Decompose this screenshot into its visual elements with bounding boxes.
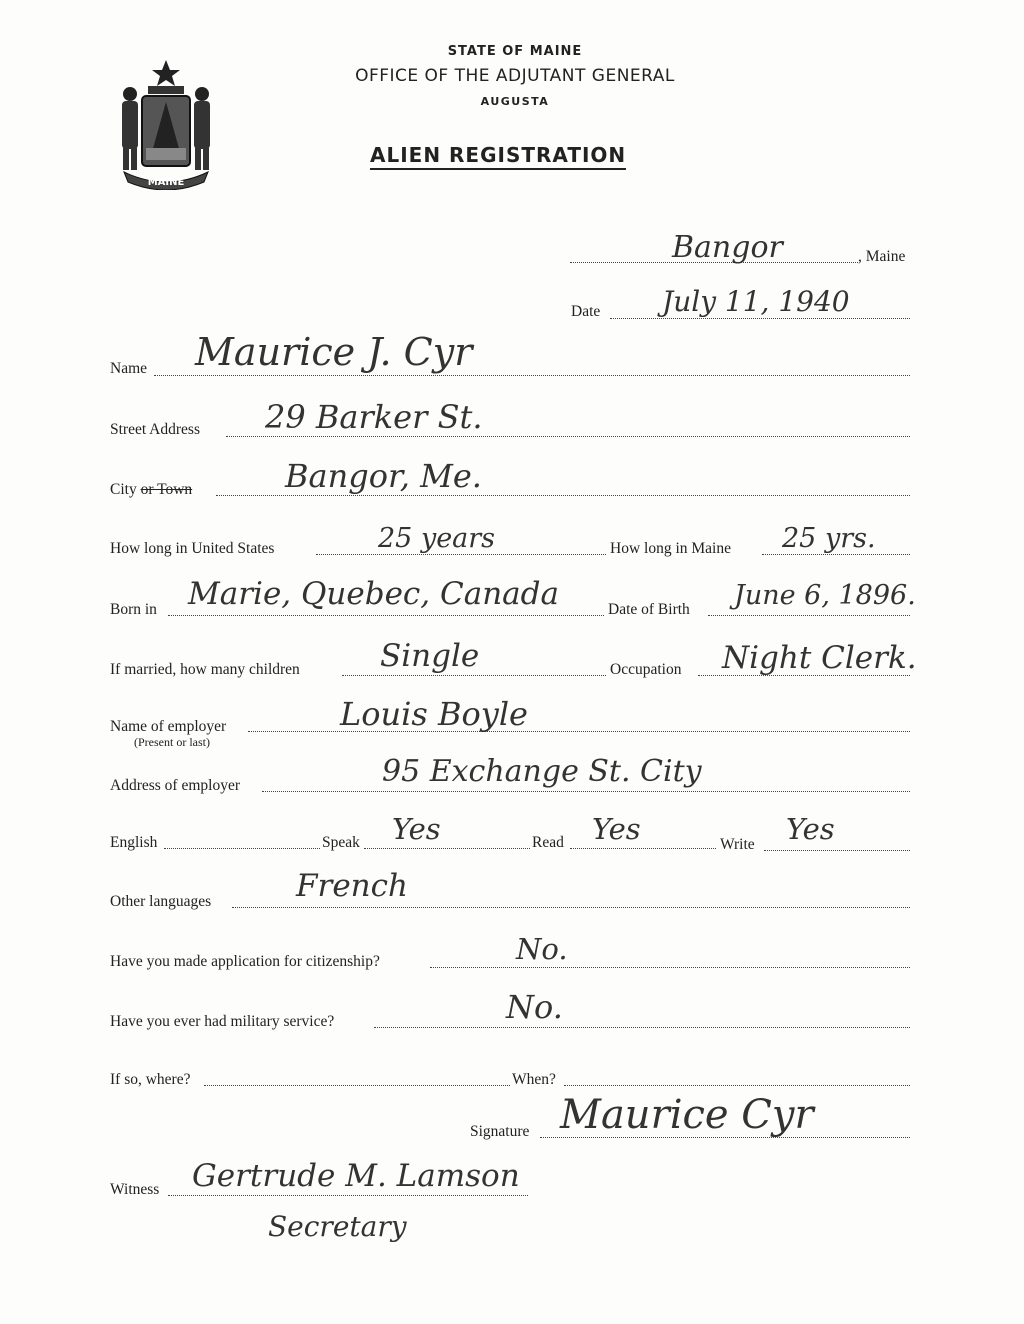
us-time-label: How long in United States: [110, 540, 275, 557]
employer-note: (Present or last): [134, 735, 210, 749]
name-line: [154, 375, 910, 376]
other-lang-line: [232, 907, 910, 908]
maine-label: , Maine: [858, 248, 906, 265]
write-line: [764, 850, 910, 851]
speak-label: Speak: [322, 834, 360, 851]
where-line: [204, 1085, 510, 1086]
occupation-value: Night Clerk.: [722, 640, 917, 676]
header-office: OFFICE OF THE ADJUTANT GENERAL: [355, 66, 675, 86]
citizenship-label: Have you made application for citizenship?: [110, 953, 380, 970]
witness-line: [168, 1195, 528, 1196]
witness-label: Witness: [110, 1181, 160, 1198]
street-label: Street Address: [110, 421, 200, 438]
name-label: Name: [110, 360, 148, 377]
employer-address-line: [262, 791, 910, 792]
military-line: [374, 1027, 910, 1028]
read-label: Read: [532, 834, 564, 851]
read-line: [570, 848, 716, 849]
form-title: ALIEN REGISTRATION: [370, 143, 626, 170]
married-line: [342, 675, 606, 676]
street-value: 29 Barker St.: [265, 398, 483, 436]
citizenship-value: No.: [516, 932, 568, 966]
born-label: Born in: [110, 601, 157, 618]
employer-value: Louis Boyle: [340, 695, 528, 733]
city-value: Bangor, Me.: [285, 457, 482, 495]
speak-value: Yes: [392, 812, 441, 846]
read-value: Yes: [592, 812, 641, 846]
town-value: Bangor: [672, 230, 783, 265]
header-state: STATE OF MAINE: [447, 44, 583, 59]
when-line: [564, 1085, 910, 1086]
english-line: [164, 848, 320, 849]
employer-address-value: 95 Exchange St. City: [382, 754, 702, 789]
date-line: [610, 318, 910, 319]
us-time-line: [316, 554, 606, 555]
occupation-label: Occupation: [610, 661, 682, 678]
military-label: Have you ever had military service?: [110, 1013, 335, 1030]
seal-banner-text: MAINE: [147, 177, 185, 188]
city-label: [110, 481, 192, 499]
header-city: AUGUSTA: [480, 95, 550, 108]
maine-time-label: How long in Maine: [610, 540, 731, 557]
married-label: If married, how many children: [110, 661, 300, 678]
witness-value: Gertrude M. Lamson: [192, 1158, 520, 1194]
maine-time-value: 25 yrs.: [782, 523, 876, 554]
city-label-text: City: [110, 481, 137, 498]
employer-label: Name of employer: [110, 718, 227, 735]
write-value: Yes: [786, 812, 835, 846]
employer-address-label: Address of employer: [110, 777, 240, 794]
maine-time-line: [762, 554, 910, 555]
other-lang-label: Other languages: [110, 893, 212, 910]
date-value: July 11, 1940: [662, 285, 850, 318]
military-value: No.: [506, 988, 563, 1026]
dob-value: June 6, 1896.: [734, 580, 916, 611]
name-value: Maurice J. Cyr: [195, 330, 473, 374]
us-time-value: 25 years: [378, 523, 496, 554]
citizenship-line: [430, 967, 910, 968]
write-label: Write: [720, 836, 755, 853]
when-label: When?: [512, 1071, 556, 1088]
date-label: Date: [571, 303, 601, 320]
where-label: If so, where?: [110, 1071, 191, 1088]
signature-label: Signature: [470, 1123, 530, 1140]
witness-title: Secretary: [268, 1210, 407, 1243]
city-label-struck: or Town: [140, 481, 193, 498]
street-line: [226, 436, 910, 437]
signature-value: Maurice Cyr: [560, 1092, 814, 1138]
speak-line: [364, 848, 530, 849]
city-line: [216, 495, 910, 496]
born-value: Marie, Quebec, Canada: [188, 576, 559, 612]
born-line: [168, 615, 604, 616]
maine-state-seal-icon: [112, 58, 220, 190]
dob-line: [708, 615, 910, 616]
dob-label: Date of Birth: [608, 601, 690, 618]
other-lang-value: French: [296, 868, 408, 904]
married-value: Single: [380, 638, 480, 674]
english-label: English: [110, 834, 158, 851]
